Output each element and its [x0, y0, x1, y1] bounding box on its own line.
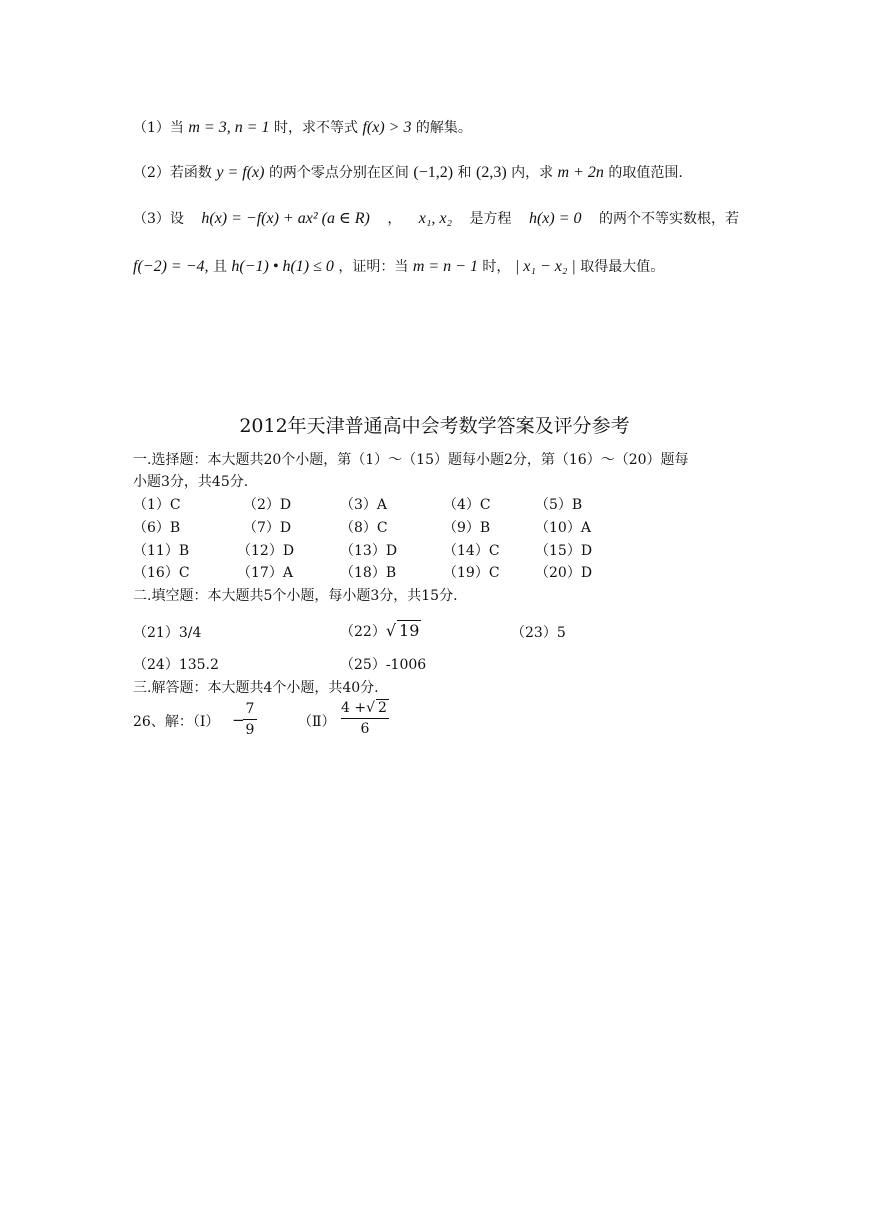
p3-prove: ，证明：当 — [338, 259, 409, 275]
mc-answer: （14）C — [443, 543, 500, 559]
p2-mid1: 的两个零点分别在区间 — [268, 165, 409, 181]
p3-mid: 是方程 — [469, 211, 512, 227]
p2-mid2: 和 — [457, 165, 472, 181]
q26-part2-denominator: 6 — [360, 721, 370, 737]
p2-label: （2）若函数 — [133, 165, 212, 181]
mc-answer: （2）D — [243, 497, 292, 513]
p2-tail: 的取值范围. — [608, 165, 683, 181]
q26-label: 26、解：（Ⅰ） — [133, 714, 220, 730]
sqrt-radicand: 19 — [399, 621, 420, 640]
p1-inequality: f(x) > 3 — [362, 119, 412, 136]
section-1-heading-line-1: 一.选择题：本大题共20个小题，第（1）～（15）题每小题2分，第（16）～（20）题每 — [133, 452, 689, 468]
section-3-heading: 三.解答题：本大题共4个小题，共40分. — [133, 680, 379, 696]
mc-answer: （17）A — [237, 565, 293, 581]
p2-mid3: 内，求 — [511, 165, 554, 181]
p3-cond-f: f(−2) = −4, — [133, 258, 209, 275]
fill-answer-25: （25）-1006 — [340, 657, 427, 673]
p3-and: 且 — [212, 259, 227, 275]
mc-answer: （1）C — [133, 497, 181, 513]
mc-answer: （8）C — [340, 520, 388, 536]
fill-answer-21: （21）3/4 — [133, 625, 202, 641]
p2-interval-1: (−1,2) — [413, 164, 454, 181]
mc-answer: （10）A — [535, 520, 591, 536]
mc-answer: （20）D — [535, 565, 593, 581]
problem-part-3-line-2 — [133, 256, 664, 276]
q26-part1-fraction — [243, 701, 257, 738]
fill-answer-22 — [340, 620, 421, 641]
p3-max: 取得最大值。 — [580, 259, 665, 275]
q26-part1-sign: − — [232, 711, 245, 729]
mc-answer: （11）B — [133, 543, 190, 559]
section-1-heading-line-2: 小题3分，共45分. — [133, 474, 249, 490]
p1-label: （1）当 — [133, 120, 184, 136]
p3-equation: h(x) = 0 — [528, 210, 582, 227]
answer-title: 2012年天津普通高中会考数学答案及评分参考 — [239, 415, 630, 437]
mc-answer: （9）B — [443, 520, 491, 536]
mc-answer: （13）D — [340, 543, 398, 559]
sqrt-symbol: √ 19 — [385, 621, 420, 640]
p3-sep: ， — [387, 211, 402, 227]
mc-answer: （19）C — [443, 565, 500, 581]
q26-part2-label: （Ⅱ） — [298, 714, 336, 730]
p1-mid: 时，求不等式 — [273, 120, 358, 136]
problem-part-3-line-1 — [133, 208, 739, 228]
mc-answer: （16）C — [133, 565, 190, 581]
q26-part2-fraction — [341, 699, 389, 737]
mc-answer: （6）B — [133, 520, 181, 536]
q26-part2-numerator — [341, 699, 389, 716]
sqrt-radicand: 2 — [378, 700, 387, 716]
p3-when: 时， — [482, 259, 511, 275]
p1-tail: 的解集。 — [415, 120, 472, 136]
problem-part-2 — [133, 162, 683, 182]
sqrt-symbol: √ 2 — [366, 700, 387, 716]
p1-condition: m = 3, n = 1 — [188, 119, 270, 136]
p2-expression: m + 2n — [557, 164, 604, 181]
fill-answer-24: （24）135.2 — [133, 657, 219, 673]
q26-part1-denominator: 9 — [245, 722, 255, 738]
fraction-bar — [341, 718, 389, 719]
p3-cond-m: m = n − 1 — [412, 258, 478, 275]
mc-answer: （15）D — [535, 543, 593, 559]
mc-answer: （12）D — [237, 543, 295, 559]
fill-answer-23: （23）5 — [511, 625, 566, 641]
q26-part2-num-prefix: 4 + — [341, 700, 367, 716]
section-2-heading: 二.填空题：本大题共5个小题，每小题3分，共15分. — [133, 588, 458, 604]
p2-function: y = f(x) — [216, 164, 265, 181]
mc-answer: （5）B — [535, 497, 583, 513]
problem-part-1 — [133, 117, 472, 137]
fill-answer-22-label: （22） — [340, 624, 386, 640]
fraction-bar — [243, 719, 257, 720]
p3-tail: 的两个不等实数根，若 — [598, 211, 739, 227]
p3-cond-h: h(−1) • h(1) ≤ 0 — [231, 258, 334, 275]
p3-abs-diff: | x₁ − x₂ | — [514, 258, 576, 275]
mc-answer: （7）D — [243, 520, 292, 536]
mc-answer: （18）B — [340, 565, 397, 581]
p3-roots: x₁, x₂ — [418, 210, 453, 227]
p3-h-definition: h(x) = −f(x) + ax² (a ∈ R) — [201, 210, 370, 227]
q26-part1-numerator: 7 — [245, 701, 255, 717]
p2-interval-2: (2,3) — [475, 164, 507, 181]
mc-answer: （4）C — [443, 497, 491, 513]
p3-label: （3）设 — [133, 211, 184, 227]
mc-answer: （3）A — [340, 497, 388, 513]
